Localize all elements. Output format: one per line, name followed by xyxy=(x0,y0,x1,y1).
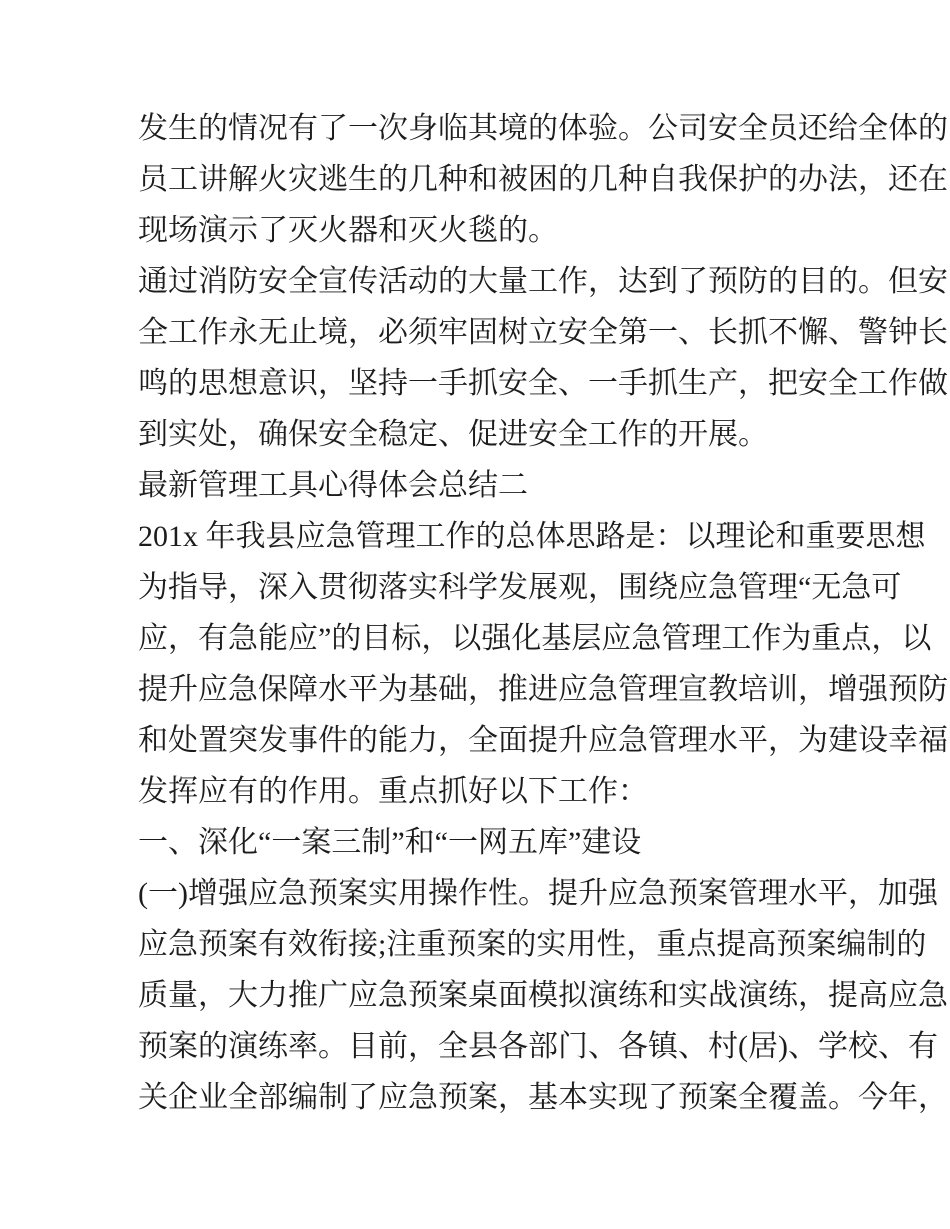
text-line: 全工作永无止境，必须牢固树立安全第一、长抓不懈、警钟长 xyxy=(138,316,948,349)
text-line: 提升应急保障水平为基础，推进应急管理宣教培训，增强预防 xyxy=(138,673,948,706)
section-title-part-two xyxy=(138,460,830,511)
paragraph-emergency-preplan xyxy=(138,868,948,1123)
text-line: 到实处，确保安全稳定、促进安全工作的开展。 xyxy=(138,418,768,451)
text-line: 发挥应有的作用。重点抓好以下工作： xyxy=(138,775,648,808)
text-line: 为指导，深入贯彻落实科学发展观，围绕应急管理“无急可 xyxy=(138,571,902,604)
text-line: 鸣的思想意识，坚持一手抓安全、一手抓生产，把安全工作做 xyxy=(138,367,948,400)
paragraph-fire-safety-summary xyxy=(138,256,948,460)
paragraph-fire-drill-experience xyxy=(138,103,948,256)
text-line: 预案的演练率。目前，全县各部门、各镇、村(居)、学校、有 xyxy=(138,1030,938,1063)
text-line: 员工讲解火灾逃生的几种和被困的几种自我保护的办法，还在 xyxy=(138,163,948,196)
text-line: 201x 年我县应急管理工作的总体思路是：以理论和重要思想 xyxy=(138,520,926,553)
text-line: 和处置突发事件的能力，全面提升应急管理水平，为建设幸福 xyxy=(138,724,948,757)
text-line: 发生的情况有了一次身临其境的体验。公司安全员还给全体的 xyxy=(138,112,948,145)
paragraph-emergency-management-plan xyxy=(138,511,948,817)
text-line: 现场演示了灭火器和灭火毯的。 xyxy=(138,214,558,247)
text-line: 应急预案有效衔接;注重预案的实用性，重点提高预案编制的 xyxy=(138,928,927,961)
text-line: (一)增强应急预案实用操作性。提升应急预案管理水平，加强 xyxy=(138,877,938,910)
text-line: 关企业全部编制了应急预案，基本实现了预案全覆盖。今年， xyxy=(138,1081,948,1114)
text-line: 质量，大力推广应急预案桌面模拟演练和实战演练，提高应急 xyxy=(138,979,948,1012)
text-line: 一、深化“一案三制”和“一网五库”建设 xyxy=(138,826,642,859)
text-line: 应，有急能应”的目标，以强化基层应急管理工作为重点，以 xyxy=(138,622,932,655)
text-line: 通过消防安全宣传活动的大量工作，达到了预防的目的。但安 xyxy=(138,265,948,298)
section-heading-one xyxy=(138,817,830,868)
text-line: 最新管理工具心得体会总结二 xyxy=(138,469,528,502)
